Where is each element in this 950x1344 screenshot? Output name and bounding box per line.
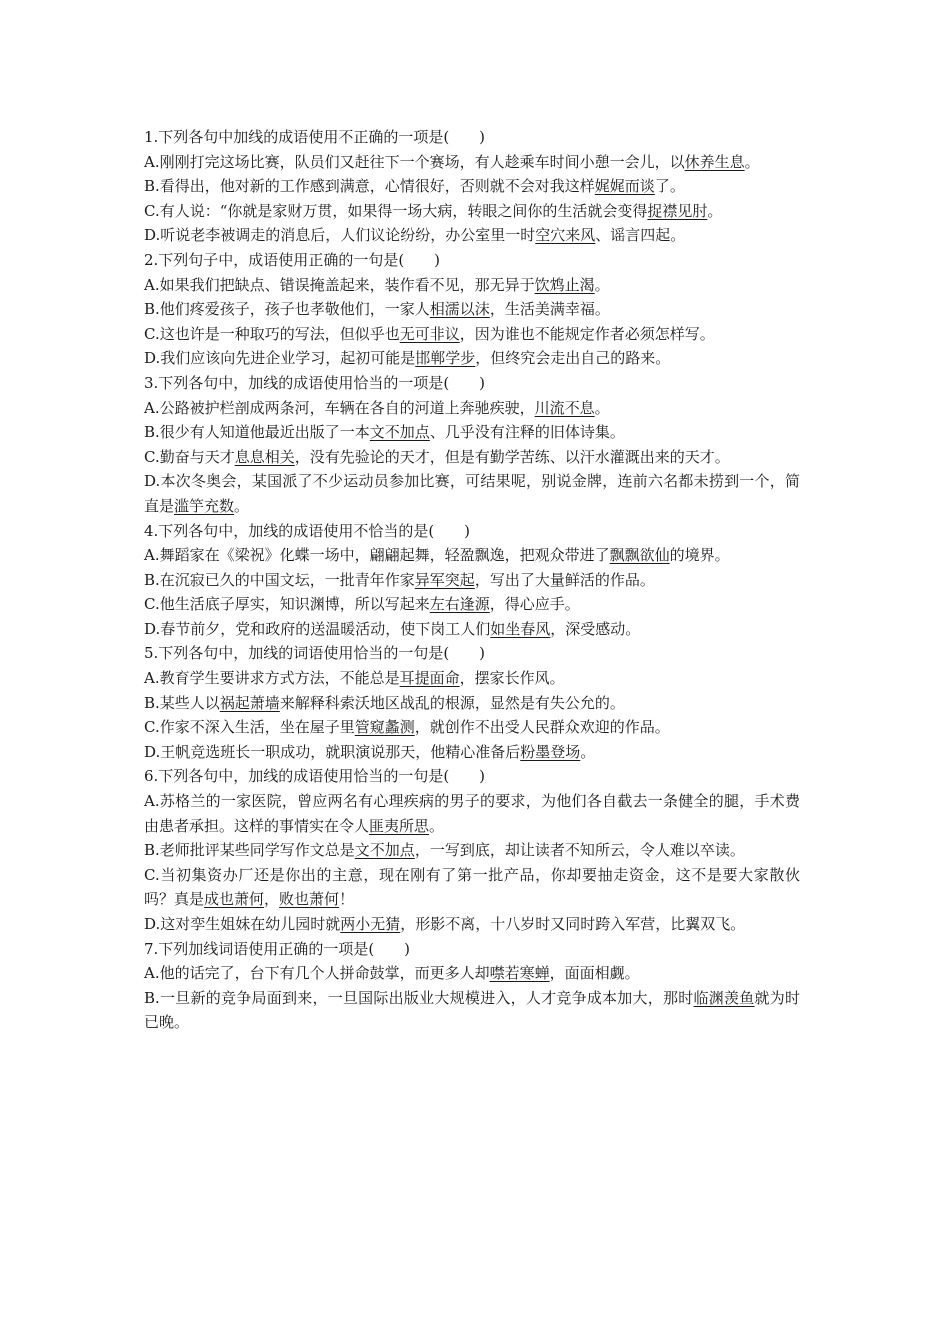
option-text: ，面面相觑。 — [549, 964, 640, 983]
option-text: ！ — [339, 890, 355, 909]
option-text: C.当初集资办厂还是你出的主意，现在刚有了第一批产品，你却要抽走资金，这不是要大家散伙吗？真是 — [144, 865, 800, 909]
underlined-idiom: 临渊羡鱼 — [693, 988, 755, 1007]
underlined-idiom: 川流不息 — [534, 398, 595, 417]
underlined-idiom: 管窥蠡测 — [354, 718, 415, 737]
option-text: A.他的话完了，台下有几个人拼命鼓掌，而更多人却 — [144, 964, 490, 983]
option-text: 。 — [234, 496, 250, 515]
underlined-idiom: 飘飘欲仙 — [609, 546, 670, 565]
underlined-idiom: 文不加点 — [354, 841, 415, 860]
option-text: C.勤奋与天才 — [144, 447, 235, 466]
underlined-idiom: 异军突起 — [414, 570, 475, 589]
option-text: 。 — [744, 152, 760, 171]
answer-option — [144, 322, 800, 347]
underlined-idiom: 祸起萧墙 — [219, 693, 280, 712]
option-text: ，写出了大量鲜活的作品。 — [474, 570, 655, 589]
underlined-idiom: 娓娓而谈 — [594, 177, 655, 196]
question-stem: 7.下列加线词语使用正确的一项是( ) — [144, 939, 411, 958]
option-text: ，没有先验论的天才，但是有勤学苦练、以汗水灌溉出来的天才。 — [294, 447, 730, 466]
option-text: 。 — [580, 742, 596, 761]
answer-option — [144, 543, 800, 568]
question-block — [144, 764, 800, 936]
option-text: C.作家不深入生活，坐在屋子里 — [144, 718, 355, 737]
question-block — [144, 937, 800, 1035]
underlined-idiom: 息息相关 — [234, 447, 295, 466]
option-text: ， — [264, 890, 280, 909]
option-text: 。 — [429, 816, 445, 835]
answer-option — [144, 297, 800, 322]
option-text: A.公路被护栏剖成两条河，车辆在各自的河道上奔驰疾驶， — [144, 398, 535, 417]
question-stem: 4.下列各句中，加线的成语使用不恰当的是( ) — [144, 521, 471, 540]
option-text: 的境界。 — [669, 546, 730, 565]
option-text: D.春节前夕，党和政府的送温暖活动，使下岗工人们 — [144, 619, 491, 638]
underlined-idiom: 粉墨登场 — [520, 742, 581, 761]
answer-option — [144, 273, 800, 298]
option-text: B.很少有人知道他最近出版了一本 — [144, 423, 370, 442]
option-text: ，但终究会走出自己的路来。 — [475, 349, 671, 368]
option-text: A.教育学生要讲求方式方法，不能总是 — [144, 669, 400, 688]
answer-option — [144, 715, 800, 740]
option-text: B.某些人以 — [144, 693, 220, 712]
answer-option — [144, 150, 800, 175]
option-text: 、几乎没有注释的旧体诗集。 — [429, 423, 625, 442]
option-text: B.看得出，他对新的工作感到满意，心情很好，否则就不会对我这样 — [144, 177, 595, 196]
answer-option — [144, 838, 800, 863]
answer-option — [144, 691, 800, 716]
option-text: ，生活美满幸福。 — [489, 300, 610, 319]
underlined-idiom: 如坐春风 — [490, 619, 551, 638]
answer-option — [144, 568, 800, 593]
underlined-idiom: 败也萧何 — [279, 890, 340, 909]
option-text: ，摆家长作风。 — [459, 669, 565, 688]
option-text: C.这也许是一种取巧的写法，但似乎也 — [144, 324, 400, 343]
answer-option — [144, 420, 800, 445]
option-text: B.他们疼爱孩子，孩子也孝敬他们，一家人 — [144, 300, 430, 319]
underlined-idiom: 相濡以沫 — [429, 300, 490, 319]
exercise-document — [144, 125, 800, 1035]
question-block — [144, 371, 800, 519]
option-text: B.一旦新的竞争局面到来，一旦国际出版业大规模进入，人才竞争成本加大，那时 — [144, 988, 694, 1007]
option-text: ，因为谁也不能规定作者必须怎样写。 — [459, 324, 715, 343]
underlined-idiom: 文不加点 — [369, 423, 430, 442]
option-text: 。 — [707, 201, 723, 220]
option-text: D.这对孪生姐妹在幼儿园时就 — [144, 915, 341, 933]
answer-option — [144, 223, 800, 248]
option-text: 了。 — [654, 177, 685, 196]
option-text: ，就创作不出受人民群众欢迎的作品。 — [414, 718, 670, 737]
option-text: 。 — [594, 275, 610, 294]
option-text: B.老师批评某些同学写作文总是 — [144, 841, 355, 860]
answer-option — [144, 863, 800, 912]
answer-option — [144, 961, 800, 986]
question-stem: 2.下列句子中，成语使用正确的一句是( ) — [144, 250, 441, 269]
option-text: ，得心应手。 — [489, 595, 580, 614]
question-stem: 5.下列各句中，加线的词语使用恰当的一句是( ) — [144, 644, 486, 663]
option-text: D.王帆竞选班长一职成功，就职演说那天，他精心准备后 — [144, 742, 521, 761]
option-text: A.如果我们把缺点、错误掩盖起来，装作看不见，那无异于 — [144, 275, 535, 294]
option-text: 就为时已晚。 — [144, 988, 800, 1032]
underlined-idiom: 匪夷所思 — [369, 816, 430, 835]
option-text: 。 — [594, 398, 610, 417]
answer-option — [144, 740, 800, 765]
option-text: ，深受感动。 — [550, 619, 641, 638]
answer-option — [144, 789, 800, 838]
answer-option — [144, 666, 800, 691]
answer-option — [144, 912, 800, 937]
option-text: ，形影不离，十八岁时又同时跨入军营，比翼双飞。 — [400, 915, 746, 933]
underlined-idiom: 邯郸学步 — [415, 349, 476, 368]
question-block — [144, 519, 800, 642]
option-text: A.刚刚打完这场比赛，队员们又赶往下一个赛场，有人趁乘车时间小憩一会儿，以 — [144, 152, 685, 171]
option-text: ，一写到底，却让读者不知所云，令人难以卒读。 — [414, 841, 745, 860]
underlined-idiom: 左右逢源 — [429, 595, 490, 614]
underlined-idiom: 滥竽充数 — [174, 496, 235, 515]
question-block — [144, 248, 800, 371]
option-text: D.本次冬奥会，某国派了不少运动员参加比赛，可结果呢，别说金牌，连前六名都未捞到一个，简直是 — [144, 472, 800, 515]
answer-option — [144, 445, 800, 470]
question-stem: 1.下列各句中加线的成语使用不正确的一项是( ) — [144, 128, 486, 146]
answer-option — [144, 396, 800, 421]
option-text: D.我们应该向先进企业学习，起初可能是 — [144, 349, 416, 368]
option-text: A.舞蹈家在《梁祝》化蝶一场中，翩翩起舞，轻盈飘逸，把观众带进了 — [144, 546, 610, 565]
question-block — [144, 125, 800, 248]
underlined-idiom: 捉襟见肘 — [647, 201, 708, 220]
underlined-idiom: 耳提面命 — [399, 669, 460, 688]
option-text: C.他生活底子厚实，知识渊博，所以写起来 — [144, 595, 430, 614]
option-text: A.苏格兰的一家医院，曾应两名有心理疾病的男子的要求，为他们各自截去一条健全的腿，手术费由患者承担。这样的事情实在令人 — [144, 792, 800, 835]
option-text: 来解释科索沃地区战乱的根源，显然是有失公允的。 — [279, 693, 625, 712]
option-text: 、谣言四起。 — [595, 226, 686, 245]
underlined-idiom: 噤若寒蝉 — [489, 964, 550, 983]
answer-option — [144, 469, 800, 518]
answer-option — [144, 617, 800, 642]
option-text: C.有人说：“你就是家财万贯，如果得一场大病，转眼之间你的生活就会变得 — [144, 201, 648, 220]
question-block — [144, 641, 800, 764]
answer-option — [144, 592, 800, 617]
option-text: B.在沉寂已久的中国文坛，一批青年作家 — [144, 570, 415, 589]
question-stem: 6.下列各句中，加线的成语使用恰当的一句是( ) — [144, 767, 486, 786]
answer-option — [144, 986, 800, 1035]
answer-option — [144, 346, 800, 371]
answer-option — [144, 174, 800, 199]
underlined-idiom: 无可非议 — [399, 324, 460, 343]
underlined-idiom: 两小无猜 — [340, 915, 401, 933]
underlined-idiom: 空穴来风 — [535, 226, 596, 245]
answer-option — [144, 199, 800, 224]
underlined-idiom: 饮鸩止渴 — [534, 275, 595, 294]
underlined-idiom: 成也萧何 — [204, 890, 265, 909]
option-text: D.听说老李被调走的消息后，人们议论纷纷，办公室里一时 — [144, 226, 536, 245]
underlined-idiom: 休养生息 — [684, 152, 745, 171]
question-stem: 3.下列各句中，加线的成语使用恰当的一项是( ) — [144, 373, 486, 392]
